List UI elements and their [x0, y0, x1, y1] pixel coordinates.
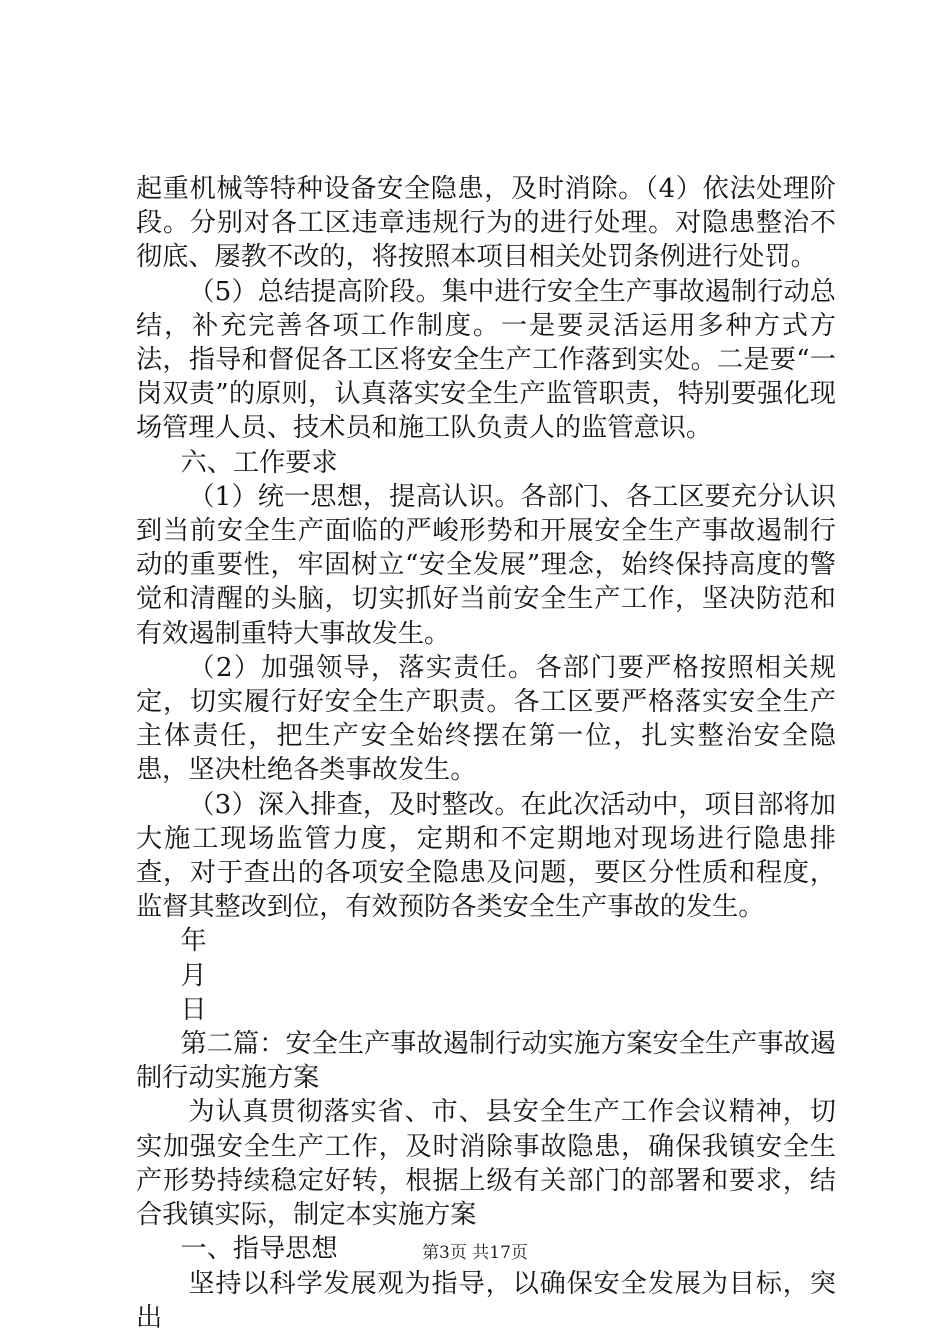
paragraph-6: （3）深入排查，及时整改。在此次活动中，项目部将加大施工现场监管力度，定期和不定期地对现场进行隐患排查，对于查出的各项安全隐患及问题，要区分性质和程度，监督其整改到位，有效预防各类安全生产事故的发生。: [136, 789, 836, 923]
paragraph-2: （5）总结提高阶段。集中进行安全生产事故遏制行动总结，补充完善各项工作制度。一是要灵活运用多种方式方法，指导和督促各工区将安全生产工作落到实处。二是要“一岗双责”的原则，认真落实安全生产监管职责，特别要强化现场管理人员、技术员和施工队负责人的监管意识。: [136, 276, 836, 444]
paragraph-13: 坚持以科学发展观为指导，以确保安全发展为目标，突出: [136, 1268, 836, 1333]
document-body: [136, 172, 836, 1335]
date-month: 月: [180, 960, 207, 991]
chapter-title-2: 第二篇：安全生产事故遏制行动实施方案安全生产事故遏制行动实施方案: [136, 1029, 836, 1094]
paragraph-11: 为认真贯彻落实省、市、县安全生产工作会议精神，切实加强安全生产工作，及时消除事故隐患，确保我镇安全生产形势持续稳定好转，根据上级有关部门的部署和要求，结合我镇实际，制定本实施方案: [136, 1097, 836, 1231]
section-heading-guiding-ideology: 一、指导思想: [180, 1234, 338, 1265]
paragraph-4: （1）统一思想，提高认识。各部门、各工区要充分认识到当前安全生产面临的严峻形势和开展安全生产事故遏制行动的重要性，牢固树立“安全发展”理念，始终保持高度的警觉和清醒的头脑，切实抓好当前安全生产工作，坚决防范和有效遏制重特大事故发生。: [136, 481, 836, 649]
page-number: 第3页 共17页: [422, 1243, 528, 1263]
paragraph-5: （2）加强领导，落实责任。各部门要严格按照相关规定，切实履行好安全生产职责。各工区要严格落实安全生产主体责任，把生产安全始终摆在第一位，扎实整治安全隐患，坚决杜绝各类事故发生。: [136, 652, 836, 786]
paragraph-1: 起重机械等特种设备安全隐患，及时消除。（4）依法处理阶段。分别对各工区违章违规行为的进行处理。对隐患整治不彻底、屡教不改的，将按照本项目相关处罚条例进行处罚。: [136, 174, 836, 273]
section-heading-work-requirements: 六、工作要求: [180, 447, 338, 478]
date-year: 年: [180, 926, 207, 957]
date-day: 日: [180, 994, 207, 1025]
